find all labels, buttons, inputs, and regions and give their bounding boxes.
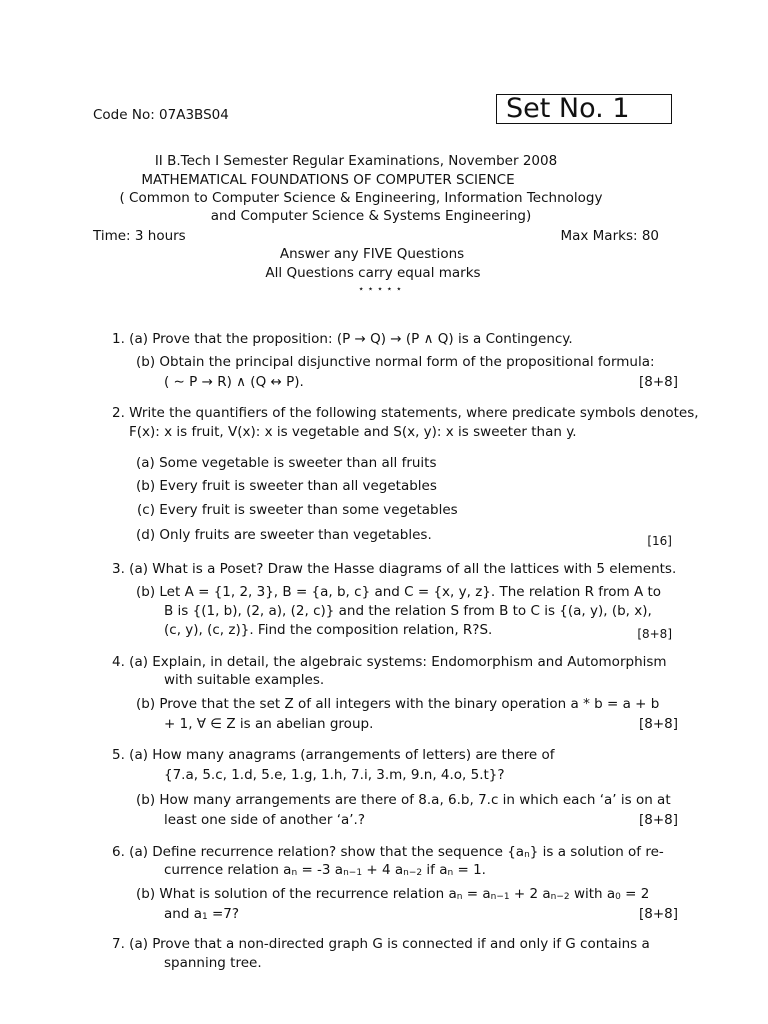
q6-part-a-line-2 (164, 862, 486, 879)
q3-marks: [8+8] (637, 627, 672, 641)
q6-b1-text: (b) What is solution of the recurrence relation a (136, 886, 457, 902)
q4-part-a-line-1: 4. (a) Explain, in detail, the algebraic systems: Endomorphism and Automorphism (112, 654, 667, 670)
subscript: n (447, 868, 454, 878)
q5-part-b-line-1: (b) How many arrangements are there of 8.a, 6.b, 7.c in which each ‘a’ is on at (136, 792, 671, 808)
subscript: n (524, 850, 530, 860)
q2-part-a: (a) Some vegetable is sweeter than all fruits (136, 455, 437, 471)
q6-b1-text-end: = 2 (620, 886, 650, 902)
instruction-1: Answer any FIVE Questions (279, 246, 465, 262)
q1-marks: [8+8] (638, 374, 678, 390)
q4-part-b-line-2: + 1, ∀ ∈ Z is an abelian group. (164, 716, 374, 732)
q2-part-b: (b) Every fruit is sweeter than all vegetables (136, 478, 437, 494)
q2-line-2: F(x): x is fruit, V(x): x is vegetable and S(x, y): x is sweeter than y. (129, 424, 577, 440)
q4-part-a-line-2: with suitable examples. (164, 672, 325, 688)
subscript: n−1 (343, 868, 363, 878)
q6-a2-text: + 4 a (362, 862, 404, 878)
q6-a1-text-end: } is a solution of re- (529, 844, 664, 860)
common-line-1: ( Common to Computer Science & Engineering, Information Technology (119, 190, 603, 206)
subscript: n−2 (550, 892, 570, 902)
q6-a2-text-end: = 1. (453, 862, 486, 878)
subscript: n (291, 868, 298, 878)
q6-b1-text: = a (462, 886, 491, 902)
q5-part-a-line-1: 5. (a) How many anagrams (arrangements of letters) are there of (112, 747, 555, 763)
subscript: 0 (615, 892, 621, 902)
q7-part-a-line-2: spanning tree. (164, 955, 262, 971)
q3-part-b-line-2: B is {(1, b), (2, a), (2, c)} and the relation S from B to C is {(a, y), (b, x), (164, 603, 652, 619)
exam-title: II B.Tech I Semester Regular Examinations, November 2008 (154, 153, 558, 169)
q6-marks: [8+8] (638, 906, 678, 922)
q2-part-c: (c) Every fruit is sweeter than some vegetables (137, 502, 458, 518)
exam-time: Time: 3 hours (93, 228, 186, 244)
q6-part-b-line-1 (136, 886, 649, 903)
subscript: 1 (201, 912, 208, 922)
instruction-2: All Questions carry equal marks (265, 265, 481, 281)
q1-part-a: 1. (a) Prove that the proposition: (P → Q) → (P ∧ Q) is a Contingency. (112, 331, 573, 347)
subscript: n−1 (490, 892, 510, 902)
separator-stars: ⋆ ⋆ ⋆ ⋆ ⋆ (357, 284, 402, 295)
subject-title: MATHEMATICAL FOUNDATIONS OF COMPUTER SCIENCE (141, 172, 515, 188)
q1-part-b-line-2: ( ∼ P → R) ∧ (Q ↔ P). (164, 374, 304, 390)
q6-a2-text: currence relation a (164, 862, 292, 878)
q4-part-b-line-1: (b) Prove that the set Z of all integers with the binary operation a * b = a + b (136, 696, 660, 712)
q5-part-a-line-2: {7.a, 5.c, 1.d, 5.e, 1.g, 1.h, 7.i, 3.m, 9.n, 4.o, 5.t}? (164, 767, 505, 783)
q6-b2-text: and a (164, 906, 202, 922)
set-number-box: Set No. 1 (496, 94, 672, 124)
q1-part-b-line-1: (b) Obtain the principal disjunctive normal form of the propositional formula: (136, 354, 655, 370)
q6-a1-text: 6. (a) Define recurrence relation? show that the sequence {a (112, 844, 525, 860)
q7-part-a-line-1: 7. (a) Prove that a non-directed graph G is connected if and only if G contains a (112, 936, 650, 952)
q2-part-d: (d) Only fruits are sweeter than vegetables. (136, 527, 432, 543)
q6-b2-text-end: =7? (207, 906, 240, 922)
q6-a2-text: = -3 a (297, 862, 344, 878)
q6-a2-text: if a (422, 862, 448, 878)
q2-marks: [16] (647, 534, 672, 548)
q3-part-a: 3. (a) What is a Poset? Draw the Hasse diagrams of all the lattices with 5 elements. (112, 561, 677, 577)
q6-part-b-line-2 (164, 906, 239, 923)
q5-marks: [8+8] (638, 812, 678, 828)
q2-line-1: 2. Write the quantifiers of the following statements, where predicate symbols denotes, (112, 405, 699, 421)
subscript: n (456, 892, 463, 902)
code-number: Code No: 07A3BS04 (93, 107, 229, 123)
common-line-2: and Computer Science & Systems Engineering) (210, 208, 532, 224)
q6-b1-text: with a (569, 886, 616, 902)
q4-marks: [8+8] (638, 716, 678, 732)
q3-part-b-line-1: (b) Let A = {1, 2, 3}, B = {a, b, c} and C = {x, y, z}. The relation R from A to (136, 584, 662, 600)
q6-b1-text: + 2 a (509, 886, 551, 902)
max-marks: Max Marks: 80 (560, 228, 659, 244)
q6-part-a-line-1 (112, 844, 664, 861)
subscript: n−2 (403, 868, 423, 878)
q5-part-b-line-2: least one side of another ‘a’.? (164, 812, 366, 828)
q3-part-b-line-3: (c, y), (c, z)}. Find the composition relation, R?S. (164, 622, 493, 638)
